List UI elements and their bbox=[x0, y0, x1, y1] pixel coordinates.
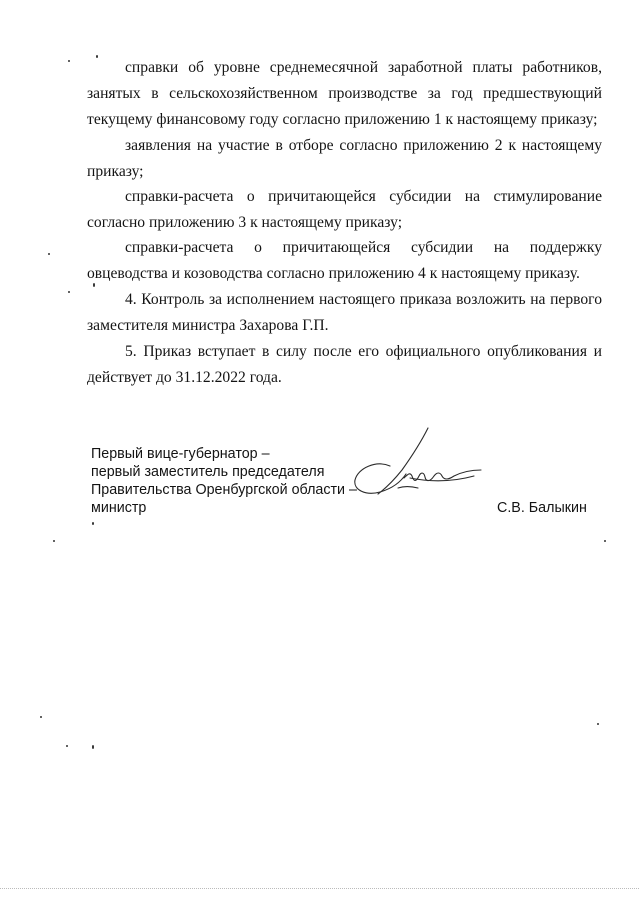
paragraph-item-subsidy-sheep-goat: справки-расчета о причитающейся субсидии на поддержку овцеводства и козоводства согласно приложению 4 к настоящему приказу. bbox=[87, 239, 602, 282]
scan-speck bbox=[92, 522, 94, 525]
scan-speck bbox=[68, 291, 70, 293]
scan-speck bbox=[48, 253, 50, 255]
signatory-title-line-3: Правительства Оренбургской области – bbox=[91, 482, 357, 498]
scan-speck bbox=[96, 55, 98, 58]
paragraph-item-subsidy-stimulation: справки-расчета о причитающейся субсидии на стимулирование согласно приложению 3 к настоящему приказу; bbox=[87, 188, 602, 231]
scan-speck bbox=[40, 716, 42, 718]
paragraph-clause-5-effective: 5. Приказ вступает в силу после его официального опубликования и действует до 31.12.2022 года. bbox=[87, 343, 602, 386]
paragraph-item-salary-certificate: справки об уровне среднемесячной заработной платы работников, занятых в сельскохозяйственном производстве за год предшествующий текущему финансовому году согласно приложению 1 к настоящему приказу; bbox=[87, 59, 602, 128]
scan-speck bbox=[66, 745, 68, 747]
scan-speck bbox=[597, 723, 599, 725]
scan-speck bbox=[93, 283, 95, 287]
handwritten-signature bbox=[348, 422, 488, 502]
paragraph-clause-4-control: 4. Контроль за исполнением настоящего приказа возложить на первого заместителя министра Захарова Г.П. bbox=[87, 291, 602, 334]
signatory-title-line-1: Первый вице-губернатор – bbox=[91, 446, 270, 462]
scan-speck bbox=[68, 60, 70, 62]
paragraph-item-application: заявления на участие в отборе согласно приложению 2 к настоящему приказу; bbox=[87, 137, 602, 180]
scan-speck bbox=[53, 540, 55, 542]
signatory-title-line-2: первый заместитель председателя bbox=[91, 464, 325, 480]
scan-edge-line bbox=[0, 888, 639, 889]
signer-name: С.В. Балыкин bbox=[497, 500, 587, 516]
signatory-title-line-4: министр bbox=[91, 500, 147, 516]
scan-speck bbox=[604, 540, 606, 542]
scan-speck bbox=[92, 745, 94, 749]
